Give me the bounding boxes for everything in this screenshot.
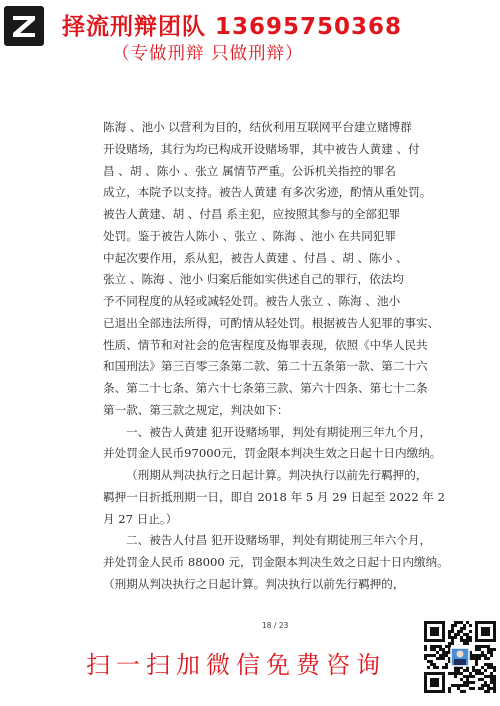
text-line: 性质、情节和对社会的危害程度及悔罪表现，依照《中华人民共: [103, 337, 428, 352]
text-line: 条、第二十七条、第六十七条第三款、第六十四条、第七十二条: [103, 381, 428, 395]
text-line: 二、被告人付昌 犯开设赌场罪，判处有期徒刑三年六个月，: [126, 533, 432, 548]
text-line: 昌 、胡 、陈小 、张立 属情节严重。公诉机关指控的罪名: [103, 163, 396, 178]
text-line: 开设赌场，其行为均已构成开设赌场罪，其中被告人黄建 、付: [103, 141, 420, 156]
wechat-consult-banner: 扫一扫加微信免费咨询: [86, 651, 386, 679]
text-line: 中起次要作用，系从犯，被告人黄建 、付昌 、胡 、陈小 、: [103, 250, 408, 265]
text-line: 并处罚金人民币97000元，罚金限本判决生效之日起十日内缴纳。: [103, 446, 442, 461]
text-line: （刑期从判决执行之日起计算。判决执行以前先行羁押的，: [103, 576, 405, 591]
judgment-text: [103, 117, 453, 596]
text-line: 予不同程度的从轻或减轻处罚。被告人张立 、陈海 、池小: [103, 294, 401, 308]
z-logo-icon: [4, 6, 44, 46]
text-line: 月 27 日止。）: [103, 511, 178, 526]
banner-title: 择流刑辩团队 13695750368: [62, 14, 403, 40]
page-number: 18 / 23: [262, 621, 289, 630]
text-line: 被告人黄建、胡 、付昌 系主犯，应按照其参与的全部犯罪: [103, 207, 401, 221]
text-line: 第一款、第三款之规定，判决如下：: [103, 402, 289, 417]
text-line: 和国刑法》第三百零三条第二款、第二十五条第一款、第二十六: [103, 359, 428, 374]
banner-subtitle: （专做刑辩 只做刑辩）: [112, 44, 304, 64]
text-line: 并处罚金人民币 88000 元，罚金限本判决生效之日起十日内缴纳。: [103, 555, 449, 569]
text-line: （刑期从判决执行之日起计算。判决执行以前先行羁押的，: [126, 468, 428, 482]
text-line: 张立 、陈海 、池小 归案后能如实供述自己的罪行，依法均: [103, 272, 404, 287]
wechat-qr-code-icon[interactable]: [424, 621, 496, 693]
text-line: 处罚。鉴于被告人陈小 、张立 、陈海 、池小 在共同犯罪: [103, 228, 396, 243]
text-line: 羁押一日折抵刑期一日，即自 2018 年 5 月 29 日起至 2022 年 2: [103, 489, 445, 504]
text-line: 一、被告人黄建 犯开设赌场罪，判处有期徒刑三年九个月，: [126, 424, 432, 439]
text-line: 陈海 、池小 以营利为目的，结伙利用互联网平台建立赌博群: [103, 120, 412, 134]
text-line: 已退出全部违法所得，可酌情从轻处罚。根据被告人犯罪的事实、: [103, 315, 440, 330]
text-line: 成立，本院予以支持。被告人黄建 有多次劣迹，酌情从重处罚。: [103, 185, 432, 200]
